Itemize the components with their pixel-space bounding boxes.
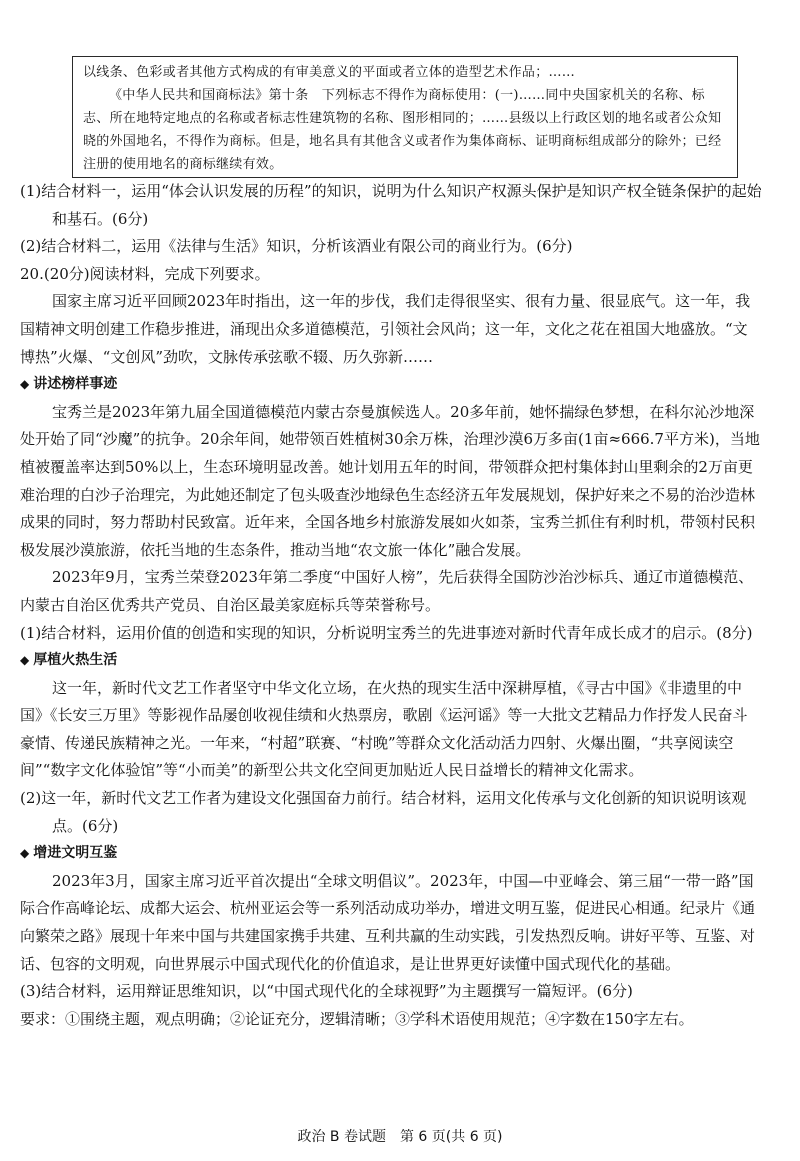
q20-sub3: (3)结合材料，运用辩证思维知识，以“中国式现代化的全球视野”为主题撰写一篇短评。(6分): [20, 982, 633, 1001]
page-footer: 政治 B 卷试题 第 6 页(共 6 页): [297, 1129, 503, 1145]
writing-requirements: 要求：①围绕主题，观点明确；②论证充分，逻辑清晰；③学科术语使用规范；④字数在150字左右。: [20, 1009, 694, 1028]
diamond-icon: ◆: [20, 846, 30, 861]
section1-paragraph2: 2023年9月，宝秀兰荣登2023年第二季度“中国好人榜”，先后获得全国防沙治沙标兵、通辽市道德模范、内蒙古自治区优秀共产党员、自治区最美家庭标兵等荣誉称号。: [20, 568, 754, 614]
diamond-icon: ◆: [20, 377, 30, 392]
section-title-2: ◆ 厚植火热生活: [20, 647, 762, 675]
material-box-line1: 以线条、色彩或者其他方式构成的有审美意义的平面或者立体的造型艺术作品；……: [83, 65, 576, 80]
section-title-1: ◆ 讲述榜样事迹: [20, 371, 762, 399]
q20-sub2: (2)这一年，新时代文艺工作者为建设文化强国奋力前行。结合材料，运用文化传承与文化创新的知识说明该观点。(6分): [20, 789, 747, 835]
section2-paragraph1: 这一年，新时代文艺工作者坚守中华文化立场，在火热的现实生活中深耕厚植，《寻古中国》《非遗里的中国》《长安三万里》等影视作品屡创收视佳绩和火热票房，歌剧《运河谣》等一大批文艺精品力作抒发人民奋斗豪情、传递民族精神之光。一年来，“村超”联赛、“村晚”等群众文化活动活力四射、火爆出圈，“共享阅读空间”“数字文化体验馆”等“小而美”的新型公共文化空间更加贴近人民日益增长的精神文化需求。: [20, 678, 748, 780]
section3-paragraph1: 2023年3月，国家主席习近平首次提出“全球文明倡议”。2023年，中国—中亚峰会、第三届“一带一路”国际合作高峰论坛、成都大运会、杭州亚运会等一系列活动成功举办，增进文明互鉴，促进民心相通。纪录片《通向繁荣之路》展现十年来中国与共建国家携手共建、互利共赢的生动实践，引发热烈反响。讲好平等、互鉴、对话、包容的文明观，向世界展示中国式现代化的价值追求，是让世界更好读懂中国式现代化的基础。: [20, 871, 756, 973]
q19-sub2: (2)结合材料二，运用《法律与生活》知识，分析该酒业有限公司的商业行为。(6分): [20, 237, 573, 256]
q19-sub1: (1)结合材料一，运用“体会认识发展的历程”的知识，说明为什么知识产权源头保护是知识产权全链条保护的起始和基石。(6分): [20, 182, 762, 228]
questions-content: [20, 178, 762, 1033]
material-box-trademark-law: 《中华人民共和国商标法》第十条 下列标志不得作为商标使用：(一)……同中央国家机关的名称、标志、所在地特定地点的名称或者标志性建筑物的名称、图形相同的；……县级以上行政区划的地名或者公众知晓的外国地名，不得作为商标。但是，地名具有其他含义或者作为集体商标、证明商标组成部分的除外；已经注册的使用地名的商标继续有效。: [83, 88, 722, 172]
material-box: [72, 56, 738, 178]
section1-paragraph1: 宝秀兰是2023年第九届全国道德模范内蒙古奈曼旗候选人。20多年前，她怀揣绿色梦想，在科尔沁沙地深处开始了同“沙魔”的抗争。20余年间，她带领百姓植树30余万株，治理沙漠6万多亩(1亩≈666.7平方米)，当地植被覆盖率达到50%以上，生态环境明显改善。她计划用五年的时间，带领群众把村集体封山里剩余的2万亩更难治理的白沙子治理完，为此她还制定了包头吸查沙地绿色生态经济五年发展规划，保护好来之不易的治沙造林成果的同时，努力帮助村民致富。近年来，全国各地乡村旅游发展如火如荼，宝秀兰抓住有利时机，带领村民积极发展沙漠旅游，依托当地的生态条件，推动当地“农文旅一体化”融合发展。: [20, 402, 760, 559]
diamond-icon: ◆: [20, 653, 30, 668]
q20-sub1: (1)结合材料，运用价值的创造和实现的知识，分析说明宝秀兰的先进事迹对新时代青年成长成才的启示。(8分): [20, 623, 753, 642]
q20-intro: 国家主席习近平回顾2023年时指出，这一年的步伐，我们走得很坚实、很有力量、很显底气。这一年，我国精神文明创建工作稳步推进，涌现出众多道德模范，引领社会风尚；这一年，文化之花在祖国大地盛放。“文博热”火爆、“文创风”劲吹，文脉传承弦歌不辍、历久弥新……: [20, 292, 751, 366]
q20-header: 20.(20分)阅读材料，完成下列要求。: [20, 264, 270, 283]
section-title-3: ◆ 增进文明互鉴: [20, 840, 762, 868]
